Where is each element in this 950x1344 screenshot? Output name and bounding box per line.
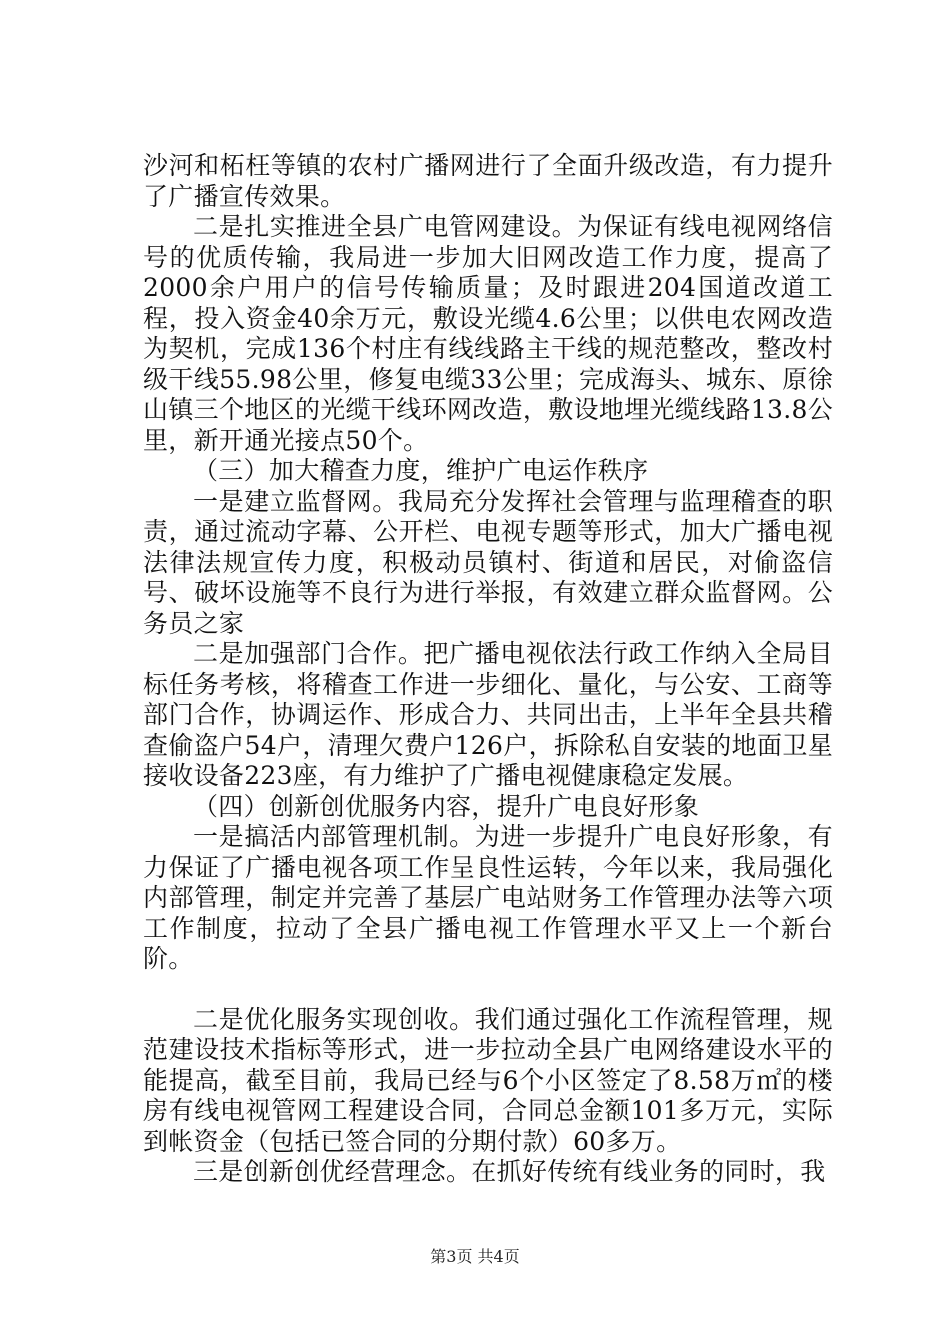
paragraph-internal-management: 一是搞活内部管理机制。为进一步提升广电良好形象，有力保证了广播电视各项工作呈良性运转，今年以来，我局强化内部管理，制定并完善了基层广电站财务工作管理办法等六项工作制度，拉动了全县广播电视工作管理水平又上一个新台阶。 [143,822,833,973]
paragraph-cable-network: 二是扎实推进全县广电管网建设。为保证有线电视网络信号的优质传输，我局进一步加大旧网改造工作力度，提高了2000余户用户的信号传输质量；及时跟进204国道改道工程，投入资金40余万元，敷设光缆4.6公里；以供电农网改造为契机，完成136个村庄有线线路主干线的规范整改，整改村级干线55.98公里，修复电缆33公里；完成海头、城东、原徐山镇三个地区的光缆干线环网改造，敷设地埋光缆线路13.8公里，新开通光接点50个。 [143,212,833,455]
paragraph-continuation: 沙河和柘枉等镇的农村广播网进行了全面升级改造，有力提升了广播宣传效果。 [143,151,833,211]
paragraph-supervision-network: 一是建立监督网。我局充分发挥社会管理与监理稽查的职责，通过流动字幕、公开栏、电视专题等形式，加大广播电视法律法规宣传力度，积极动员镇村、街道和居民，对偷盗信号、破坏设施等不良行为进行举报，有效建立群众监督网。公务员之家 [143,486,833,638]
page-number-footer: 第3页 共4页 [430,1247,520,1266]
document-body [143,151,833,1188]
section-heading-service: （四）创新创优服务内容，提升广电良好形象 [193,791,700,821]
paragraph-service-revenue: 二是优化服务实现创收。我们通过强化工作流程管理，规范建设技术指标等形式，进一步拉动全县广电网络建设水平的能提高，截至目前，我局已经与6个小区签定了8.58万㎡的楼房有线电视管网工程建设合同，合同总金额101多万元，实际到帐资金（包括已签合同的分期付款）60多万。 [143,1004,833,1156]
paragraph-business-concept: 三是创新创优经营理念。在抓好传统有线业务的同时，我 [193,1157,826,1186]
section-heading-inspection: （三）加大稽查力度，维护广电运作秩序 [193,456,649,485]
paragraph-department-cooperation: 二是加强部门合作。把广播电视依法行政工作纳入全局目标任务考核，将稽查工作进一步细化、量化，与公安、工商等部门合作，协调运作、形成合力、共同出击，上半年全县共稽查偷盗户54户，清理欠费户126户，拆除私自安装的地面卫星接收设备223座，有力维护了广播电视健康稳定发展。 [143,639,833,790]
